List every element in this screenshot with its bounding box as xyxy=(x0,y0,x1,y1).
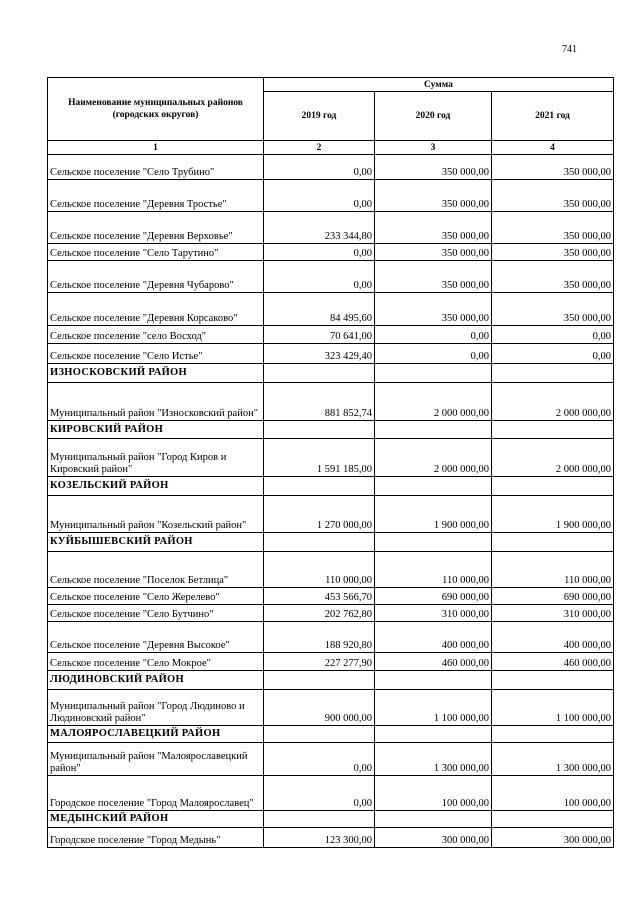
row-value-2019: 0,00 xyxy=(264,776,375,811)
row-value-2019: 881 852,74 xyxy=(264,383,375,421)
table-row xyxy=(48,622,614,653)
section-title: КУЙБЫШЕВСКИЙ РАЙОН xyxy=(48,533,264,552)
row-name: Муниципальный район "Износковский район" xyxy=(48,383,264,421)
row-value-2020: 350 000,00 xyxy=(375,180,492,212)
row-value-2021: 310 000,00 xyxy=(492,605,614,622)
row-value-2021: 0,00 xyxy=(492,326,614,344)
table-row xyxy=(48,690,614,726)
row-value-2020: 0,00 xyxy=(375,344,492,364)
row-name: Сельское поселение "Село Трубино" xyxy=(48,155,264,180)
table-row xyxy=(48,552,614,588)
row-name: Городское поселение "Город Малоярославец" xyxy=(48,776,264,811)
row-value-2019: 70 641,00 xyxy=(264,326,375,344)
row-value-2021: 110 000,00 xyxy=(492,552,614,588)
row-name: Муниципальный район "Город Людиново и Людиновский район" xyxy=(48,690,264,726)
table-row xyxy=(48,743,614,776)
section-title: КИРОВСКИЙ РАЙОН xyxy=(48,421,264,439)
header-name-column: Наименование муниципальных районов (городских округов) xyxy=(48,78,264,141)
section-row xyxy=(48,477,614,496)
row-value-2021: 350 000,00 xyxy=(492,155,614,180)
table-row xyxy=(48,588,614,605)
row-value-2020: 310 000,00 xyxy=(375,605,492,622)
row-value-2019: 900 000,00 xyxy=(264,690,375,726)
row-name: Муниципальный район "Малоярославецкий район" xyxy=(48,743,264,776)
table-row xyxy=(48,244,614,261)
table-row xyxy=(48,439,614,477)
row-value-2019: 84 495,60 xyxy=(264,293,375,326)
table-row xyxy=(48,180,614,212)
row-name: Сельское поселение "Село Бутчино" xyxy=(48,605,264,622)
row-name: Сельское поселение "Деревня Высокое" xyxy=(48,622,264,653)
row-name: Сельское поселение "Деревня Тростье" xyxy=(48,180,264,212)
table-row xyxy=(48,293,614,326)
row-value-2021: 0,00 xyxy=(492,344,614,364)
row-value-2021: 300 000,00 xyxy=(492,828,614,848)
row-name: Сельское поселение "Село Истье" xyxy=(48,344,264,364)
row-value-2021: 350 000,00 xyxy=(492,244,614,261)
row-value-2019: 0,00 xyxy=(264,180,375,212)
row-value-2020: 2 000 000,00 xyxy=(375,383,492,421)
row-name: Сельское поселение "село Восход" xyxy=(48,326,264,344)
row-value-2021: 1 900 000,00 xyxy=(492,496,614,533)
row-name: Сельское поселение "Село Жерелево" xyxy=(48,588,264,605)
row-value-2021: 400 000,00 xyxy=(492,622,614,653)
row-value-2019: 0,00 xyxy=(264,261,375,293)
row-value-2021: 2 000 000,00 xyxy=(492,439,614,477)
table-row xyxy=(48,326,614,344)
section-row xyxy=(48,726,614,743)
budget-table xyxy=(47,77,614,848)
section-row xyxy=(48,364,614,383)
table-row xyxy=(48,155,614,180)
row-value-2020: 1 300 000,00 xyxy=(375,743,492,776)
row-value-2020: 110 000,00 xyxy=(375,552,492,588)
row-value-2021: 350 000,00 xyxy=(492,180,614,212)
section-row xyxy=(48,421,614,439)
row-value-2020: 350 000,00 xyxy=(375,212,492,244)
row-value-2019: 1 591 185,00 xyxy=(264,439,375,477)
section-title: ИЗНОСКОВСКИЙ РАЙОН xyxy=(48,364,264,383)
table-row xyxy=(48,605,614,622)
row-name: Сельское поселение "Поселок Бетлица" xyxy=(48,552,264,588)
row-name: Сельское поселение "Село Тарутино" xyxy=(48,244,264,261)
row-value-2021: 1 300 000,00 xyxy=(492,743,614,776)
row-value-2021: 350 000,00 xyxy=(492,293,614,326)
table-row xyxy=(48,776,614,811)
header-index-3: 3 xyxy=(375,141,492,155)
section-title: МАЛОЯРОСЛАВЕЦКИЙ РАЙОН xyxy=(48,726,264,743)
row-value-2020: 350 000,00 xyxy=(375,244,492,261)
row-value-2020: 0,00 xyxy=(375,326,492,344)
row-value-2019: 453 566,70 xyxy=(264,588,375,605)
page-number: 741 xyxy=(562,44,577,55)
row-value-2019: 110 000,00 xyxy=(264,552,375,588)
row-name: Городское поселение "Город Медынь" xyxy=(48,828,264,848)
row-name: Сельское поселение "Деревня Корсаково" xyxy=(48,293,264,326)
row-name: Муниципальный район "Город Киров и Кировский район" xyxy=(48,439,264,477)
header-index-4: 4 xyxy=(492,141,614,155)
row-value-2019: 233 344,80 xyxy=(264,212,375,244)
row-value-2021: 1 100 000,00 xyxy=(492,690,614,726)
row-value-2020: 350 000,00 xyxy=(375,155,492,180)
row-value-2020: 350 000,00 xyxy=(375,293,492,326)
row-value-2020: 300 000,00 xyxy=(375,828,492,848)
header-index-2: 2 xyxy=(264,141,375,155)
row-value-2021: 100 000,00 xyxy=(492,776,614,811)
table-row xyxy=(48,496,614,533)
row-name: Сельское поселение "Деревня Чубарово" xyxy=(48,261,264,293)
table-row xyxy=(48,383,614,421)
header-sum-group: Сумма xyxy=(264,78,614,92)
row-name: Сельское поселение "Село Мокрое" xyxy=(48,653,264,671)
table-row xyxy=(48,653,614,671)
row-value-2019: 227 277,90 xyxy=(264,653,375,671)
section-title: КОЗЕЛЬСКИЙ РАЙОН xyxy=(48,477,264,496)
row-value-2021: 350 000,00 xyxy=(492,261,614,293)
header-year-2021: 2021 год xyxy=(492,92,614,141)
row-value-2020: 2 000 000,00 xyxy=(375,439,492,477)
row-name: Сельское поселение "Деревня Верховье" xyxy=(48,212,264,244)
row-value-2019: 123 300,00 xyxy=(264,828,375,848)
row-value-2020: 690 000,00 xyxy=(375,588,492,605)
row-value-2020: 100 000,00 xyxy=(375,776,492,811)
section-row xyxy=(48,533,614,552)
row-name: Муниципальный район "Козельский район" xyxy=(48,496,264,533)
row-value-2019: 202 762,80 xyxy=(264,605,375,622)
header-index-1: 1 xyxy=(48,141,264,155)
table-row xyxy=(48,212,614,244)
row-value-2021: 2 000 000,00 xyxy=(492,383,614,421)
row-value-2020: 460 000,00 xyxy=(375,653,492,671)
header-year-2020: 2020 год xyxy=(375,92,492,141)
row-value-2019: 188 920,80 xyxy=(264,622,375,653)
header-year-2019: 2019 год xyxy=(264,92,375,141)
row-value-2019: 0,00 xyxy=(264,155,375,180)
row-value-2021: 690 000,00 xyxy=(492,588,614,605)
row-value-2019: 0,00 xyxy=(264,244,375,261)
table-row xyxy=(48,261,614,293)
table-row xyxy=(48,828,614,848)
row-value-2020: 350 000,00 xyxy=(375,261,492,293)
section-row xyxy=(48,811,614,828)
row-value-2019: 0,00 xyxy=(264,743,375,776)
section-row xyxy=(48,671,614,690)
row-value-2020: 1 100 000,00 xyxy=(375,690,492,726)
section-title: ЛЮДИНОВСКИЙ РАЙОН xyxy=(48,671,264,690)
table-row xyxy=(48,344,614,364)
row-value-2019: 1 270 000,00 xyxy=(264,496,375,533)
section-title: МЕДЫНСКИЙ РАЙОН xyxy=(48,811,264,828)
row-value-2020: 400 000,00 xyxy=(375,622,492,653)
row-value-2021: 460 000,00 xyxy=(492,653,614,671)
row-value-2020: 1 900 000,00 xyxy=(375,496,492,533)
row-value-2019: 323 429,40 xyxy=(264,344,375,364)
row-value-2021: 350 000,00 xyxy=(492,212,614,244)
